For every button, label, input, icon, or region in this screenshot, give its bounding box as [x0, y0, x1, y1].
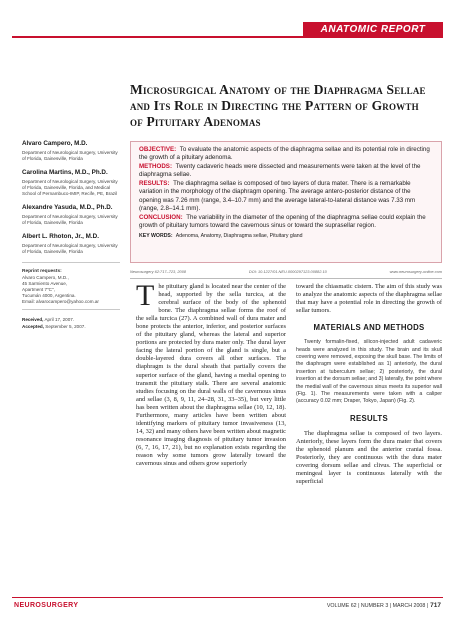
- article-title: Microsurgical Anatomy of the Diaphragma Sellae and Its Role in Directing the Pattern of Growth of Pituitary Adenomas: [130, 82, 426, 129]
- abstract-results: RESULTS: The diaphragma sellae is composed of two layers of dura mater. There is a remarkable variation in the morphology of the diaphragm opening. The average antero-posterior distance of the opening was 7.26 mm (range, 3.4–10.7 mm) and the average lateral-to-lateral distance was 7.33 mm (range, 2.8–14.1 mm).: [139, 180, 416, 212]
- reprint-requests: [22, 269, 120, 305]
- author-block: [22, 204, 120, 226]
- sidebar-divider: [22, 309, 120, 310]
- citation-rule: [130, 278, 442, 279]
- header-rule: [12, 36, 443, 38]
- sidebar-divider: [22, 262, 120, 263]
- accepted-date: Accepted, September 5, 2007.: [22, 324, 86, 329]
- citation-line: [130, 266, 442, 276]
- author-name: Albert L. Rhoton, Jr., M.D.: [22, 233, 99, 240]
- methods-heading: MATERIALS AND METHODS: [313, 323, 425, 333]
- journal-website[interactable]: www.neurosurgery-online.com: [389, 268, 442, 274]
- issue-info: [327, 602, 441, 609]
- author-name: Alexandre Yasuda, M.D., Ph.D.: [22, 204, 113, 211]
- author-affiliation: Department of Neurological Surgery, University of Florida, Gainesville, Florida, and Medical School of Pernambuco-IMIP, Recife, PE, Brazil: [22, 179, 118, 196]
- author-affiliation: Department of Neurological Surgery, University of Florida, Gainesville, Florida: [22, 243, 118, 254]
- author-block: [22, 233, 120, 255]
- reprint-line: 45 Sarmiento Avenue,: [22, 281, 68, 286]
- submission-dates: [22, 316, 120, 330]
- reprint-line: Apartment 7"C",: [22, 287, 55, 292]
- author-block: [22, 140, 120, 162]
- abstract-keywords: KEY WORDS: Adenoma, Anatomy, Diaphragma sellae, Pituitary gland: [139, 232, 303, 239]
- author-name: Alvaro Campero, M.D.: [22, 140, 88, 147]
- reprint-email[interactable]: Email: alvarocampero@yahoo.com.ar: [22, 299, 99, 304]
- results-heading: RESULTS: [350, 413, 388, 423]
- reprint-line: Tucumán 4000, Argentina.: [22, 293, 76, 298]
- doi[interactable]: DOI: 10.1227/01.NEU.0000297123.00882.10: [248, 268, 327, 274]
- methods-paragraph: Twenty formalin-fixed, silicon-injected adult cadaveric heads were analyzed in this study. The brain and its skull covering were removed, exposing the skull base. The limits of the diaphragm were established as 1) anteriorly, the dural insertion at tuberculum sellae; 2) posteriorly, the dural insertion at the dorsum sellae; and 3) laterally, the point where the medial wall of the cavernous sinus meets its superior wall (Fig. 1). The measurements were taken with a caliper (accuracy 0.02 mm; Draper, Tokyo, Japan) (Fig. 2).: [296, 339, 442, 405]
- page-number: 717: [430, 602, 441, 609]
- author-block: [22, 169, 120, 197]
- intro-paragraph-continued: toward the chiasmatic cistern. The aim of this study was to analyze the anatomic aspects of the diaphragma sellae that may have a potential role in directing the growth of sellar tumors.: [296, 283, 442, 315]
- footer-rule: [12, 597, 443, 598]
- journal-reference: Neurosurgery 62:717–723, 2008: [130, 268, 187, 274]
- abstract-methods: METHODS: Twenty cadaveric heads were dissected and measurements were taken at the level of the diaphragma sellae.: [139, 163, 421, 179]
- body-column-right: [296, 283, 442, 486]
- author-affiliation: Department of Neurological Surgery, University of Florida, Gainesville, Florida: [22, 214, 118, 225]
- reprint-line: Alvaro Campero, M.D.,: [22, 275, 69, 280]
- volume-issue: VOLUME 62 | NUMBER 3 | MARCH 2008 |: [326, 603, 429, 609]
- section-label: ANATOMIC REPORT: [303, 22, 443, 38]
- abstract-conclusion: CONCLUSION: The variability in the diameter of the opening of the diaphragma sellae could explain the growth of pituitary tumors toward the cavernous sinus or toward the suprasellar region.: [139, 213, 426, 229]
- body-column-left: [136, 279, 286, 468]
- page-header: [0, 0, 455, 46]
- abstract-objective: OBJECTIVE: To evaluate the anatomic aspects of the diaphragma sellae and its potential role in directing the growth of a pituitary adenoma.: [139, 146, 430, 162]
- author-name: Carolina Martins, M.D., Ph.D.: [22, 169, 108, 176]
- journal-name: NEUROSURGERY: [14, 602, 79, 609]
- author-affiliation: Department of Neurological Surgery, University of Florida, Gainesville, Florida: [22, 150, 118, 161]
- reprint-heading: Reprint requests:: [22, 269, 62, 274]
- received-date: Received, April 17, 2007.: [22, 317, 75, 322]
- author-sidebar: [22, 140, 120, 330]
- drop-cap: T: [136, 279, 155, 312]
- abstract-box: [130, 141, 442, 263]
- intro-paragraph: The pituitary gland is located near the center of the head, supported by the sella turcica, at the cerebral surface of the body of the sphenoid bone. The diaphragma sellae forms the roof of the sella turcica (27). A combined wall of dura mater and bone protects the anterior, inferior, and posterior surfaces of the pituitary gland, whereas the lateral and superior portions are protected by dura mater only. The dural layer facing the lateral portion of the gland is single, but a double-layered dura covers all other surfaces. The diaphragm is the dural sheath that partially covers the superior surface of the gland, having a medial opening to transmit the pituitary stalk. There are several anatomic studies focusing on the dural walls of the cavernous sinus and sellae (3, 8, 9, 11, 24–28, 31, 33–35), but very little has been written about the diaphragma sellae (10, 12, 18). Furthermore, many articles have been written about identifying markers of pituitary tumor invasiveness (13, 14, 32) and many others have been written about magnetic resonance imaging diagnosis of pituitary tumor invasion (6, 7, 16, 17, 21), but no explanation exists regarding the reason why some tumors grow laterally toward the cavernous sinus and others grow superiorly: [136, 279, 286, 468]
- results-paragraph: The diaphragma sellae is composed of two layers. Anteriorly, these layers form the dura mater that covers the sphenoid planum and the anterior cranial fossa. Posteriorly, they are continuous with the dura mater covering dorsum sellae and clivus. The superficial or meningeal layer is continuous laterally with the superficial: [296, 429, 442, 486]
